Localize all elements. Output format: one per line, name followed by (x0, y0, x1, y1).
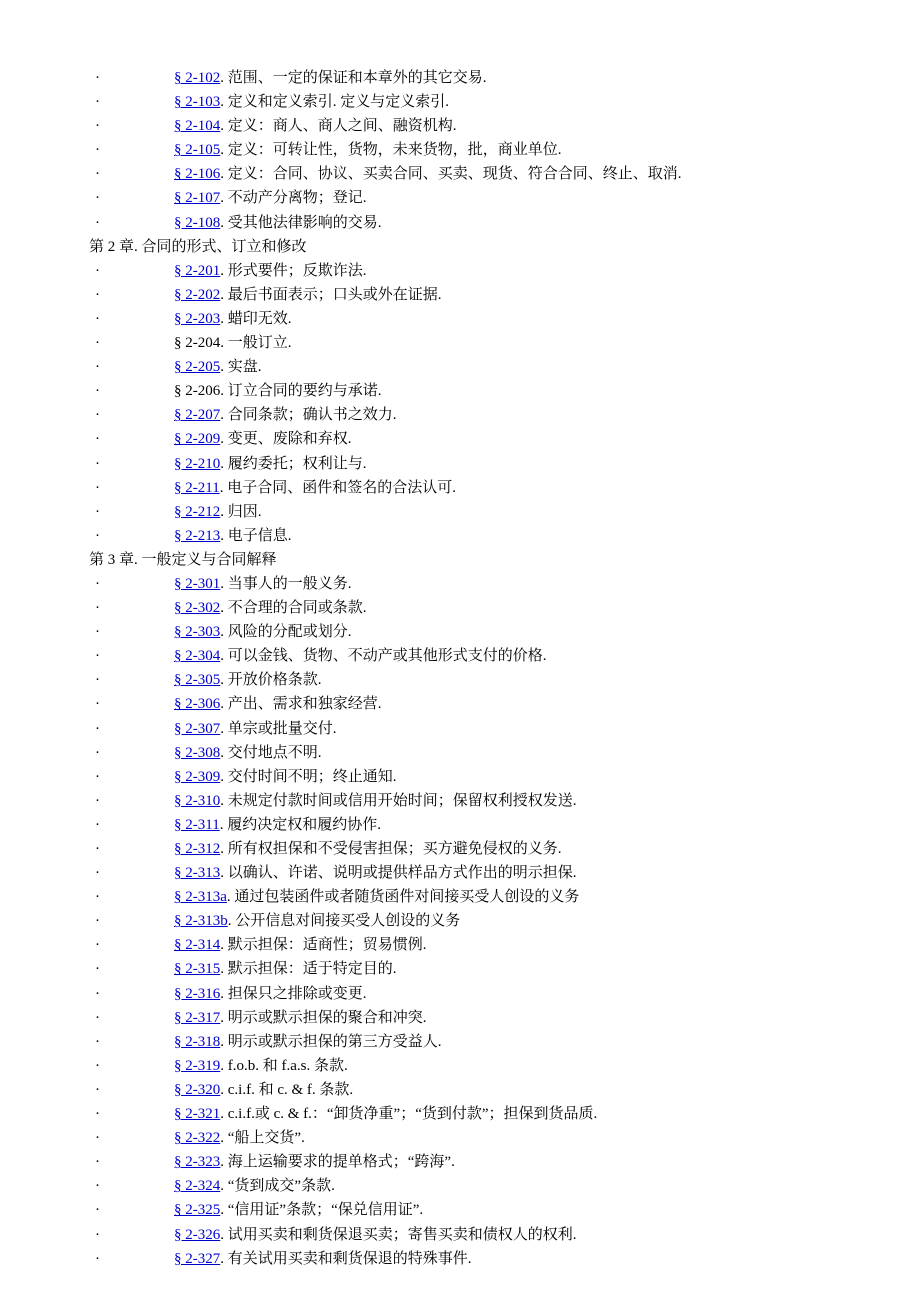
section-link[interactable]: § 2-317 (174, 1009, 221, 1026)
section-entry (174, 500, 262, 524)
section-title: . “船上交货”. (220, 1130, 305, 1147)
section-link[interactable]: § 2-316 (174, 985, 221, 1002)
bullet-icon: · (95, 1178, 100, 1195)
toc-entry (0, 957, 920, 981)
section-entry (174, 644, 547, 668)
section-link[interactable]: § 2-303 (174, 624, 221, 641)
section-title: . c.i.f. 和 c. & f. 条款. (220, 1081, 354, 1098)
bullet-icon: · (95, 70, 100, 86)
bullet-icon: · (95, 889, 100, 906)
section-title: . 蜡印无效. (220, 310, 292, 327)
section-link[interactable]: § 2-313a (174, 889, 227, 906)
section-title: . “货到成交”条款. (220, 1178, 335, 1195)
section-entry (174, 1030, 442, 1054)
bullet-icon: · (95, 1033, 100, 1050)
chapter-heading (0, 235, 920, 259)
toc-entry (0, 741, 920, 765)
bullet-icon: · (95, 1009, 100, 1026)
section-title: . 开放价格条款. (220, 672, 322, 689)
section-link[interactable]: § 2-305 (174, 672, 221, 689)
bullet-icon: · (95, 431, 100, 448)
bullet-icon: · (95, 503, 100, 520)
section-link[interactable]: § 2-202 (174, 286, 221, 303)
section-entry (174, 957, 397, 981)
section-entry (174, 861, 577, 885)
section-title: . f.o.b. 和 f.a.s. 条款. (220, 1057, 348, 1074)
section-entry (174, 452, 367, 476)
toc-entry (0, 1006, 920, 1030)
section-link[interactable]: § 2-314 (174, 937, 221, 954)
toc-entry (0, 1223, 920, 1247)
section-title: . 可以金钱、货物、不动产或其他形式支付的价格. (220, 648, 547, 665)
toc-entry (0, 307, 920, 331)
section-title: . 受其他法律影响的交易. (220, 214, 382, 231)
section-entry (174, 524, 292, 548)
toc-entry (0, 644, 920, 668)
section-title: . 定义：合同、协议、买卖合同、买卖、现货、符合合同、终止、取消. (220, 166, 682, 183)
bullet-icon: · (95, 1081, 100, 1098)
section-link[interactable]: § 2-108 (174, 214, 221, 231)
section-title: . 合同条款；确认书之效力. (220, 407, 397, 424)
section-link[interactable]: § 2-205 (174, 359, 221, 376)
section-title: . 一般订立. (220, 335, 292, 352)
bullet-icon: · (95, 527, 100, 544)
toc-entry (0, 692, 920, 716)
section-entry (174, 355, 262, 379)
toc-entry (0, 596, 920, 620)
section-title: . 变更、废除和弃权. (220, 431, 352, 448)
toc-entry (0, 668, 920, 692)
section-link[interactable]: § 2-321 (174, 1106, 221, 1123)
toc-entry (0, 90, 920, 114)
section-entry (174, 1078, 353, 1102)
bullet-icon: · (95, 816, 100, 833)
section-title: . 订立合同的要约与承诺. (220, 383, 382, 400)
section-entry (174, 789, 577, 813)
section-title: . 定义和定义索引. 定义与定义索引. (220, 94, 450, 111)
bullet-icon: · (95, 383, 100, 400)
section-title: . 最后书面表示；口头或外在证据. (220, 286, 442, 303)
section-link[interactable]: § 2-102 (174, 70, 221, 86)
section-entry (174, 982, 367, 1006)
section-link[interactable]: § 2-302 (174, 600, 221, 617)
section-title: . 交付时间不明；终止通知. (220, 768, 397, 785)
section-link[interactable]: § 2-213 (174, 527, 221, 544)
section-number: § 2-206 (174, 383, 221, 400)
toc-entry (0, 813, 920, 837)
section-entry (174, 114, 457, 138)
bullet-icon: · (95, 214, 100, 231)
bullet-icon: · (95, 479, 100, 496)
toc-entry (0, 355, 920, 379)
section-link[interactable]: § 2-310 (174, 792, 221, 809)
section-link[interactable]: § 2-304 (174, 648, 221, 665)
bullet-icon: · (95, 166, 100, 183)
bullet-icon: · (95, 841, 100, 857)
section-entry (174, 813, 381, 837)
section-entry (174, 596, 367, 620)
section-title: . 履约决定权和履约协作. (219, 816, 381, 833)
section-link[interactable]: § 2-105 (174, 142, 221, 159)
bullet-icon: · (95, 94, 100, 111)
section-entry (174, 1006, 427, 1030)
toc-entry (0, 1198, 920, 1222)
section-title: . 电子信息. (220, 527, 292, 544)
section-title: . 风险的分配或划分. (220, 624, 352, 641)
section-title: . 实盘. (220, 359, 262, 376)
bullet-icon: · (95, 335, 100, 352)
bullet-icon: · (95, 768, 100, 785)
section-entry (174, 909, 460, 933)
toc-entry (0, 403, 920, 427)
section-entry (174, 933, 427, 957)
section-entry (174, 259, 367, 283)
section-entry (174, 138, 562, 162)
bullet-icon: · (95, 1057, 100, 1074)
bullet-icon: · (95, 720, 100, 737)
bullet-icon: · (95, 1130, 100, 1147)
section-number: § 2-204 (174, 335, 221, 352)
toc-entry (0, 909, 920, 933)
toc-entry (0, 427, 920, 451)
toc-entry (0, 452, 920, 476)
toc-entry (0, 162, 920, 186)
section-title: . c.i.f.或 c. & f.：“卸货净重”；“货到付款”；担保到货品质. (220, 1106, 598, 1123)
bullet-icon: · (95, 696, 100, 713)
section-title: . 范围、一定的保证和本章外的其它交易. (220, 70, 487, 86)
section-link[interactable]: § 2-207 (174, 407, 221, 424)
section-entry (174, 403, 397, 427)
toc-entry (0, 211, 920, 235)
toc-entry (0, 1150, 920, 1174)
section-title: . 定义：商人、商人之间、融资机构. (220, 118, 457, 135)
section-title: . 所有权担保和不受侵害担保；买方避免侵权的义务. (220, 841, 562, 857)
section-link[interactable]: § 2-106 (174, 166, 221, 183)
section-link[interactable]: § 2-325 (174, 1202, 221, 1219)
table-of-contents (0, 66, 920, 1271)
section-link[interactable]: § 2-306 (174, 696, 221, 713)
section-entry (174, 427, 352, 451)
toc-entry (0, 476, 920, 500)
section-entry (174, 307, 292, 331)
section-link[interactable]: § 2-319 (174, 1057, 221, 1074)
toc-entry (0, 620, 920, 644)
section-entry (174, 765, 397, 789)
toc-entry (0, 283, 920, 307)
section-title: . 定义：可转让性，货物，未来货物，批，商业单位. (220, 142, 562, 159)
bullet-icon: · (95, 744, 100, 761)
section-title: . 形式要件；反欺诈法. (220, 262, 367, 279)
section-title: . 明示或默示担保的第三方受益人. (220, 1033, 442, 1050)
toc-entry (0, 885, 920, 909)
section-title: . “信用证”条款；“保兑信用证”. (220, 1202, 424, 1219)
section-link[interactable]: § 2-308 (174, 744, 221, 761)
bullet-icon: · (95, 1154, 100, 1171)
section-link[interactable]: § 2-203 (174, 310, 221, 327)
section-entry (174, 692, 382, 716)
section-title: . 产出、需求和独家经营. (220, 696, 382, 713)
toc-entry (0, 1174, 920, 1198)
bullet-icon: · (95, 1202, 100, 1219)
section-title: . 通过包装函件或者随货函件对间接买受人创设的义务 (226, 889, 580, 906)
section-title: . 默示担保：适于特定目的. (220, 961, 397, 978)
toc-entry (0, 1126, 920, 1150)
section-link[interactable]: § 2-323 (174, 1154, 221, 1171)
section-link[interactable]: § 2-211 (174, 479, 220, 496)
section-link[interactable]: § 2-313 (174, 865, 221, 882)
toc-entry (0, 1102, 920, 1126)
section-link[interactable]: § 2-107 (174, 190, 221, 207)
section-entry (174, 476, 456, 500)
section-entry (174, 837, 562, 861)
section-entry (174, 186, 367, 210)
section-link[interactable]: § 2-309 (174, 768, 221, 785)
bullet-icon: · (95, 985, 100, 1002)
section-link[interactable]: § 2-327 (174, 1250, 221, 1267)
bullet-icon: · (95, 1106, 100, 1123)
bullet-icon: · (95, 118, 100, 135)
bullet-icon: · (95, 455, 100, 472)
section-link[interactable]: § 2-312 (174, 841, 221, 857)
section-link[interactable]: § 2-104 (174, 118, 221, 135)
section-title: . 归因. (220, 503, 262, 520)
section-entry (174, 620, 352, 644)
section-link[interactable]: § 2-320 (174, 1081, 221, 1098)
bullet-icon: · (95, 359, 100, 376)
toc-entry (0, 572, 920, 596)
section-entry (174, 331, 292, 355)
bullet-icon: · (95, 190, 100, 207)
bullet-icon: · (95, 1226, 100, 1243)
section-entry (174, 1102, 597, 1126)
section-title: . 默示担保：适商性；贸易惯例. (220, 937, 427, 954)
bullet-icon: · (95, 865, 100, 882)
bullet-icon: · (95, 600, 100, 617)
toc-entry (0, 1054, 920, 1078)
section-link[interactable]: § 2-210 (174, 455, 221, 472)
section-title: . 以确认、许诺、说明或提供样品方式作出的明示担保. (220, 865, 577, 882)
bullet-icon: · (95, 142, 100, 159)
section-link[interactable]: § 2-313b (174, 913, 228, 930)
section-link[interactable]: § 2-301 (174, 575, 221, 592)
section-entry (174, 1223, 577, 1247)
bullet-icon: · (95, 648, 100, 665)
section-title: . 电子合同、函件和签名的合法认可. (219, 479, 456, 496)
section-entry (174, 283, 442, 307)
section-entry (174, 885, 579, 909)
section-link[interactable]: § 2-201 (174, 262, 221, 279)
toc-entry (0, 765, 920, 789)
section-entry (174, 66, 487, 90)
section-title: . 不动产分离物；登记. (220, 190, 367, 207)
bullet-icon: · (95, 286, 100, 303)
section-entry (174, 1174, 335, 1198)
bullet-icon: · (95, 937, 100, 954)
toc-entry (0, 500, 920, 524)
toc-entry (0, 789, 920, 813)
toc-entry (0, 933, 920, 957)
section-title: . 履约委托；权利让与. (220, 455, 367, 472)
section-title: . 当事人的一般义务. (220, 575, 352, 592)
section-entry (174, 162, 682, 186)
section-link[interactable]: § 2-103 (174, 94, 221, 111)
section-link[interactable]: § 2-322 (174, 1130, 221, 1147)
bullet-icon: · (95, 310, 100, 327)
section-link[interactable]: § 2-311 (174, 816, 220, 833)
toc-entry (0, 259, 920, 283)
section-title: . 有关试用买卖和剩货保退的特殊事件. (220, 1250, 472, 1267)
toc-entry (0, 837, 920, 861)
section-entry (174, 1198, 423, 1222)
toc-entry (0, 114, 920, 138)
chapter-heading (0, 548, 920, 572)
section-link[interactable]: § 2-212 (174, 503, 221, 520)
toc-entry (0, 1078, 920, 1102)
bullet-icon: · (95, 262, 100, 279)
chapter-title: 第 2 章. 合同的形式、订立和修改 (89, 238, 307, 255)
section-title: . 公开信息对间接买受人创设的义务 (227, 913, 461, 930)
section-title: . 试用买卖和剩货保退买卖；寄售买卖和债权人的权利. (220, 1226, 577, 1243)
section-title: . 明示或默示担保的聚合和冲突. (220, 1009, 427, 1026)
section-entry (174, 379, 382, 403)
section-link[interactable]: § 2-315 (174, 961, 221, 978)
section-link[interactable]: § 2-209 (174, 431, 221, 448)
section-entry (174, 1247, 472, 1271)
section-link[interactable]: § 2-318 (174, 1033, 221, 1050)
bullet-icon: · (95, 407, 100, 424)
bullet-icon: · (95, 672, 100, 689)
section-title: . 担保只之排除或变更. (220, 985, 367, 1002)
section-entry (174, 90, 449, 114)
toc-entry (0, 1030, 920, 1054)
bullet-icon: · (95, 624, 100, 641)
section-entry (174, 1126, 305, 1150)
section-title: . 不合理的合同或条款. (220, 600, 367, 617)
toc-entry (0, 331, 920, 355)
bullet-icon: · (95, 961, 100, 978)
section-link[interactable]: § 2-307 (174, 720, 221, 737)
section-link[interactable]: § 2-324 (174, 1178, 221, 1195)
bullet-icon: · (95, 913, 100, 930)
section-entry (174, 741, 322, 765)
toc-entry (0, 379, 920, 403)
toc-entry (0, 138, 920, 162)
section-title: . 交付地点不明. (220, 744, 322, 761)
toc-entry (0, 1247, 920, 1271)
section-title: . 单宗或批量交付. (220, 720, 337, 737)
toc-entry (0, 66, 920, 90)
toc-entry (0, 861, 920, 885)
section-link[interactable]: § 2-326 (174, 1226, 221, 1243)
section-entry (174, 1150, 455, 1174)
toc-entry (0, 186, 920, 210)
section-entry (174, 211, 382, 235)
section-entry (174, 1054, 348, 1078)
bullet-icon: · (95, 575, 100, 592)
section-entry (174, 572, 352, 596)
bullet-icon: · (95, 792, 100, 809)
section-title: . 海上运输要求的提单格式；“跨海”. (220, 1154, 455, 1171)
bullet-icon: · (95, 1250, 100, 1267)
section-entry (174, 668, 322, 692)
toc-entry (0, 717, 920, 741)
toc-entry (0, 982, 920, 1006)
toc-entry (0, 524, 920, 548)
section-title: . 未规定付款时间或信用开始时间；保留权利授权发送. (220, 792, 577, 809)
chapter-title: 第 3 章. 一般定义与合同解释 (89, 551, 277, 568)
section-entry (174, 717, 337, 741)
